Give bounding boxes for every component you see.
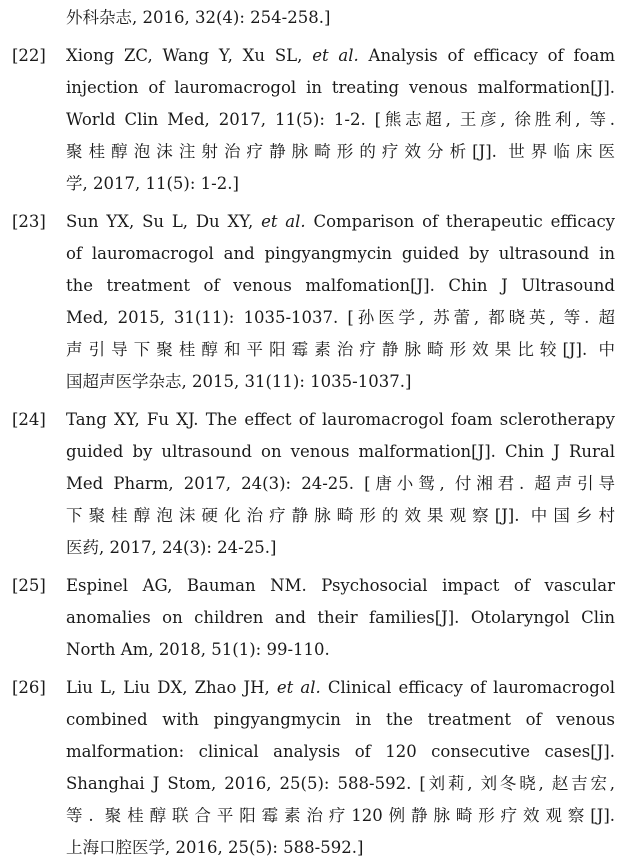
reference-entry-25	[12, 570, 615, 666]
reference-entry-22	[12, 40, 615, 200]
reference-line: the treatment of venous malfomation[J]. Chin J Ultrasound	[66, 276, 615, 295]
reference-number: [24]	[12, 410, 46, 429]
et-al-italic: et al.	[261, 212, 306, 231]
reference-number: [22]	[12, 46, 46, 65]
reference-line: anomalies on children and their families[J]. Otolaryngol Clin	[66, 608, 615, 627]
reference-line: Xiong ZC, Wang Y, Xu SL, et al. Analysis of efficacy of foam	[66, 46, 615, 65]
reference-text	[66, 40, 615, 200]
reference-line: 学, 2017, 11(5): 1-2.]	[66, 174, 239, 193]
reference-text	[66, 206, 615, 398]
et-al-italic: et al.	[276, 678, 321, 697]
reference-number: [23]	[12, 212, 46, 231]
reference-line: 下聚桂醇泡沫硬化治疗静脉畸形的效果观察[J]. 中国乡村	[66, 506, 615, 525]
reference-text	[66, 570, 615, 666]
reference-line: guided by ultrasound on venous malformation[J]. Chin J Rural	[66, 442, 615, 461]
reference-text	[66, 404, 615, 564]
et-al-italic: et al.	[312, 46, 359, 65]
reference-number: [26]	[12, 678, 46, 697]
reference-line: Espinel AG, Bauman NM. Psychosocial impact of vascular	[66, 576, 615, 595]
reference-line: Sun YX, Su L, Du XY, et al. Comparison of therapeutic efficacy	[66, 212, 616, 231]
reference-entry-24	[12, 404, 615, 564]
reference-line: 医药, 2017, 24(3): 24-25.]	[66, 538, 277, 557]
reference-line: Liu L, Liu DX, Zhao JH, et al. Clinical efficacy of lauromacrogol	[66, 678, 616, 697]
reference-line: 声引导下聚桂醇和平阳霉素治疗静脉畸形效果比较[J]. 中	[66, 340, 615, 359]
reference-line: of lauromacrogol and pingyangmycin guided by ultrasound in	[66, 244, 615, 263]
reference-line: 聚桂醇泡沫注射治疗静脉畸形的疗效分析[J]. 世界临床医	[66, 142, 615, 161]
reference-text	[66, 672, 615, 864]
reference-entry-23	[12, 206, 615, 398]
reference-line: Tang XY, Fu XJ. The effect of lauromacrogol foam sclerotherapy	[66, 410, 615, 429]
reference-line: combined with pingyangmycin in the treatment of venous	[66, 710, 615, 729]
reference-line: 国超声医学杂志, 2015, 31(11): 1035-1037.]	[66, 372, 412, 391]
reference-line: Med Pharm, 2017, 24(3): 24-25. [唐小鸳, 付湘君. 超声引导	[66, 474, 615, 493]
reference-number: [25]	[12, 576, 46, 595]
reference-line: North Am, 2018, 51(1): 99-110.	[66, 640, 330, 659]
reference-line: Shanghai J Stom, 2016, 25(5): 588-592. [刘莉, 刘冬晓, 赵吉宏,	[66, 774, 615, 793]
reference-line: 等. 聚桂醇联合平阳霉素治疗120例静脉畸形疗效观察[J].	[66, 806, 615, 825]
reference-continuation-line: 外科杂志, 2016, 32(4): 254-258.]	[66, 8, 331, 27]
reference-line: Med, 2015, 31(11): 1035-1037. [孙医学, 苏蕾, 都晓英, 等. 超	[66, 308, 615, 327]
reference-line: injection of lauromacrogol in treating venous malformation[J].	[66, 78, 615, 97]
reference-entry-26	[12, 672, 615, 864]
reference-line: 上海口腔医学, 2016, 25(5): 588-592.]	[66, 838, 364, 857]
reference-line: World Clin Med, 2017, 11(5): 1-2. [熊志超, 王彦, 徐胜利, 等.	[66, 110, 615, 129]
reference-line: malformation: clinical analysis of 120 consecutive cases[J].	[66, 742, 615, 761]
